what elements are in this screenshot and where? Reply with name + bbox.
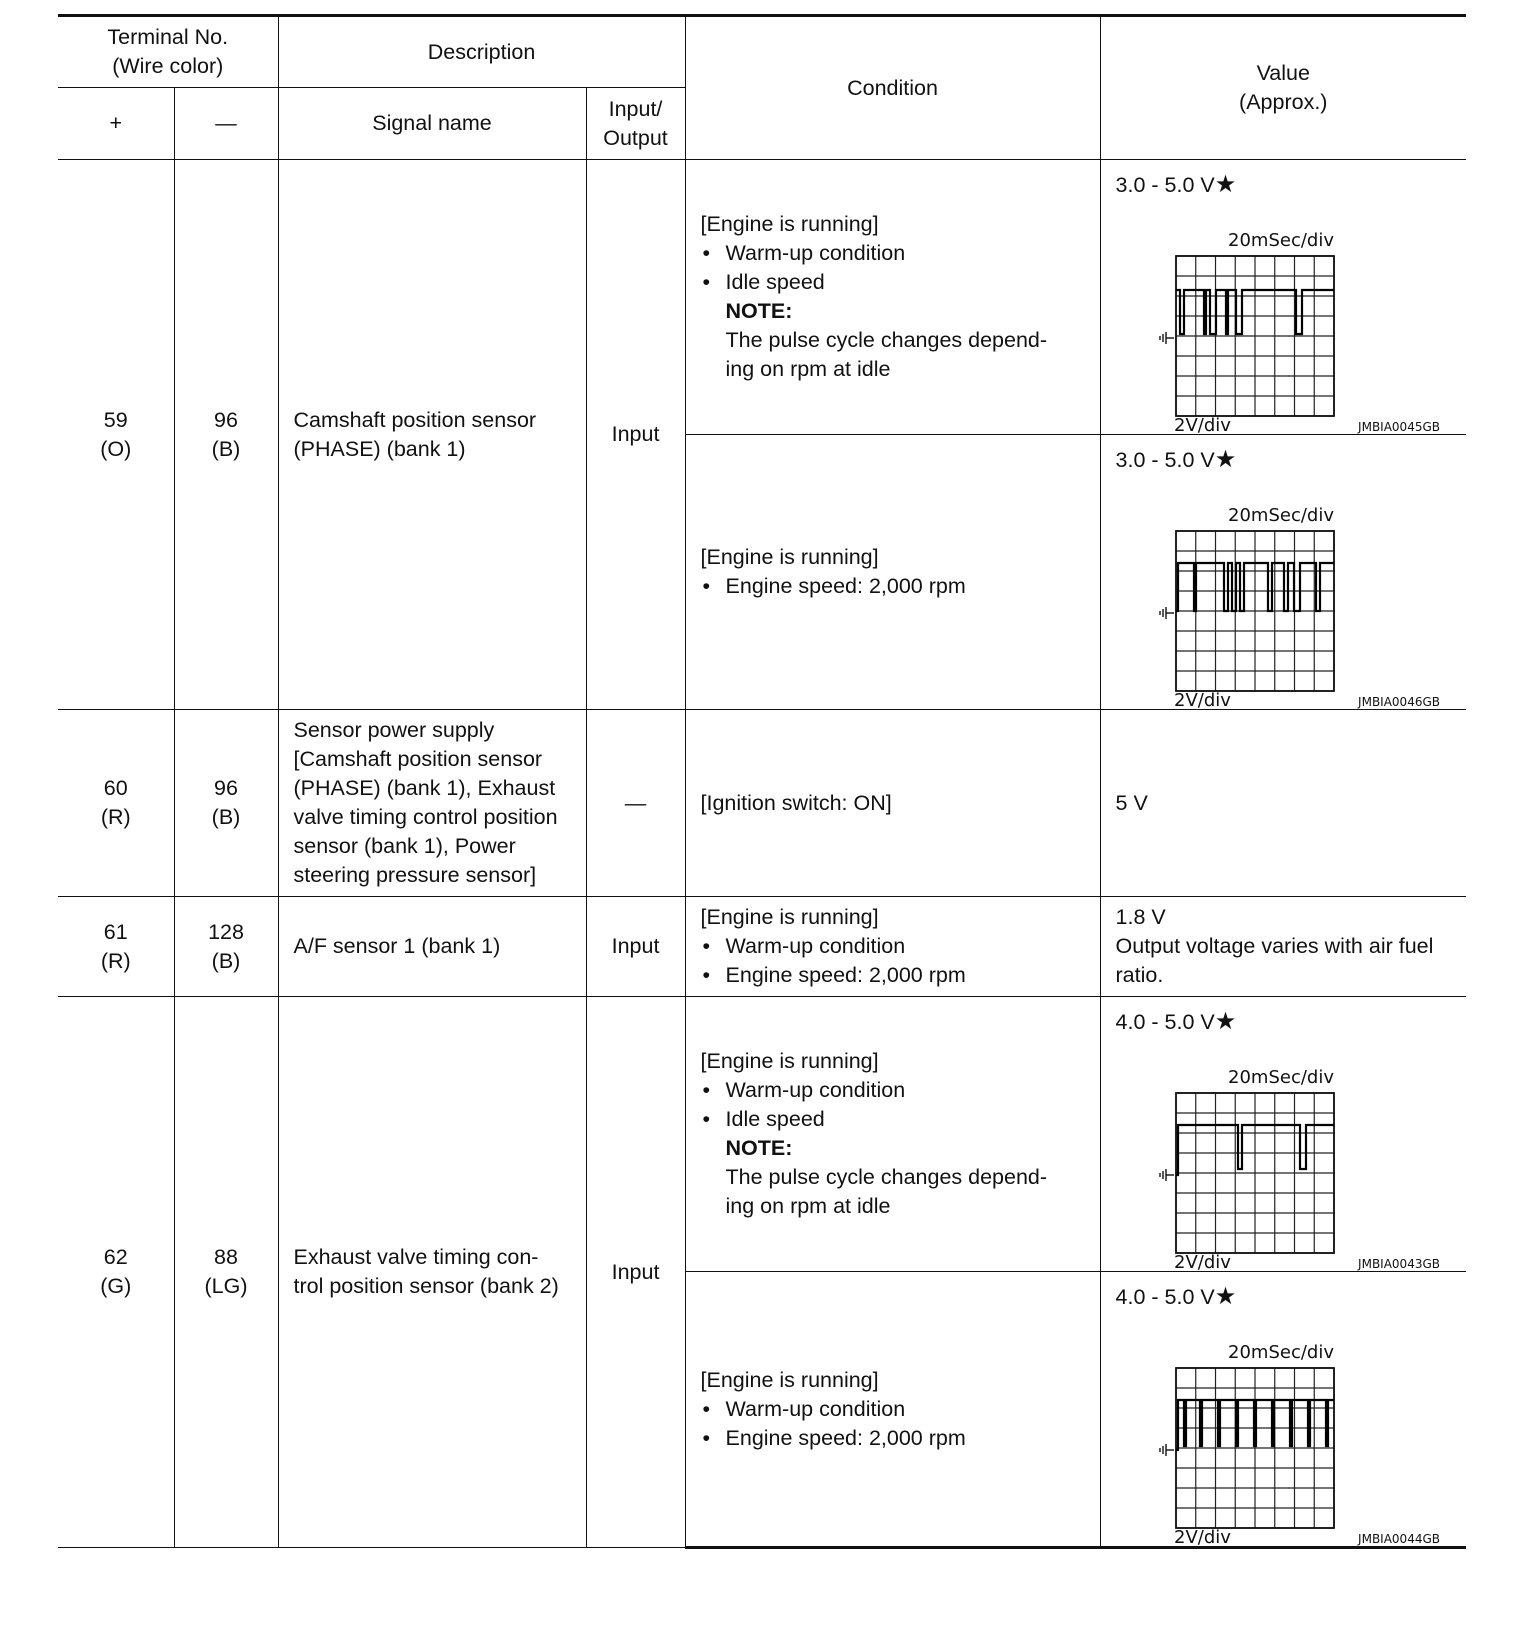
terminal-minus-62: 88 (LG) (174, 997, 278, 1548)
bullet-item: • Warm-up condition (701, 239, 1086, 268)
oscilloscope-waveform (1116, 1039, 1446, 1271)
figure-id: JMBIA0046GB (1357, 695, 1440, 709)
condition-header: Condition (685, 16, 1100, 160)
value-60: 5 V (1100, 710, 1466, 897)
oscilloscope-waveform (1116, 477, 1446, 709)
value-61: 1.8 V Output voltage varies with air fuel ratio. (1100, 897, 1466, 997)
star-icon: ★ (1214, 171, 1237, 198)
value-59-2000rpm: 3.0 - 5.0 V★ 20mSec/div 2V/div JMBIA0046GB (1100, 435, 1466, 710)
condition-62-2000rpm: [Engine is running] • Warm-up condition • Engine speed: 2,000 rpm (685, 1272, 1100, 1548)
scope-volt-div: 2V/div (1173, 1252, 1231, 1271)
oscilloscope-waveform (1116, 202, 1446, 434)
scope-time-div: 20mSec/div (1227, 1067, 1334, 1088)
bullet-item: • Warm-up condition (701, 1395, 1086, 1424)
value-header: Value (Approx.) (1100, 16, 1466, 160)
condition-59-idle: [Engine is running] • Warm-up condition • Idle speed NOTE: The pulse cycle changes depend- ing on rpm at idle (685, 160, 1100, 435)
value-59-idle: 3.0 - 5.0 V★ 20mSec/div 2V/div JMBIA0045GB (1100, 160, 1466, 435)
bullet-item: • Idle speed (701, 268, 1086, 297)
star-icon: ★ (1214, 446, 1237, 473)
ground-icon (1160, 332, 1174, 344)
signal-name-62: Exhaust valve timing con- trol position sensor (bank 2) (278, 997, 586, 1548)
terminal-plus-61: 61 (R) (58, 897, 174, 997)
terminal-spec-table (58, 14, 1466, 1549)
terminal-minus-61: 128 (B) (174, 897, 278, 997)
input-output-header: Input/ Output (586, 88, 685, 160)
bullet-item: • Engine speed: 2,000 rpm (701, 1424, 1086, 1453)
signal-name-61: A/F sensor 1 (bank 1) (278, 897, 586, 997)
star-icon: ★ (1214, 1008, 1237, 1035)
bullet-item: • Warm-up condition (701, 932, 1086, 961)
scope-volt-div: 2V/div (1173, 415, 1231, 434)
terminal-plus-59: 59 (O) (58, 160, 174, 710)
scope-grid (1176, 1368, 1334, 1528)
signal-name-header: Signal name (278, 88, 586, 160)
signal-name-60: Sensor power supply [Camshaft position sensor (PHASE) (bank 1), Exhaust valve timing control position sensor (bank 1), Power steering pressure sensor] (278, 710, 586, 897)
signal-name-59: Camshaft position sensor (PHASE) (bank 1) (278, 160, 586, 710)
star-icon: ★ (1214, 1283, 1237, 1310)
note-label: NOTE: (725, 1136, 793, 1160)
terminal-plus-60: 60 (R) (58, 710, 174, 897)
bullet-item: • Engine speed: 2,000 rpm (701, 961, 1086, 990)
ground-icon (1160, 607, 1174, 619)
condition-62-idle: [Engine is running] • Warm-up condition • Idle speed NOTE: The pulse cycle changes depend- ing on rpm at idle (685, 997, 1100, 1272)
value-62-idle: 4.0 - 5.0 V★ 20mSec/div 2V/div JMBIA0043GB (1100, 997, 1466, 1272)
scope-time-div: 20mSec/div (1227, 230, 1334, 251)
scope-time-div: 20mSec/div (1227, 505, 1334, 526)
terminal-minus-60: 96 (B) (174, 710, 278, 897)
bullet-item: • Idle speed (701, 1105, 1086, 1134)
scope-volt-div: 2V/div (1173, 1527, 1231, 1546)
terminal-plus-62: 62 (G) (58, 997, 174, 1548)
scope-grid (1176, 256, 1334, 416)
io-59: Input (586, 160, 685, 710)
terminal-minus-59: 96 (B) (174, 160, 278, 710)
minus-header: — (174, 88, 278, 160)
io-60: — (586, 710, 685, 897)
scope-grid (1176, 1093, 1334, 1253)
figure-id: JMBIA0044GB (1357, 1532, 1440, 1546)
ground-icon (1160, 1169, 1174, 1181)
waveform-trace (1176, 1400, 1334, 1450)
terminal-no-header: Terminal No. (Wire color) (58, 16, 278, 88)
scope-time-div: 20mSec/div (1227, 1342, 1334, 1363)
scope-volt-div: 2V/div (1173, 690, 1231, 709)
oscilloscope-waveform (1116, 1314, 1446, 1546)
figure-id: JMBIA0043GB (1357, 1257, 1440, 1271)
bullet-item: • Warm-up condition (701, 1076, 1086, 1105)
description-header: Description (278, 16, 685, 88)
scope-grid (1176, 531, 1334, 691)
plus-header: + (58, 88, 174, 160)
value-62-2000rpm: 4.0 - 5.0 V★ 20mSec/div 2V/div JMBIA0044GB (1100, 1272, 1466, 1548)
condition-60: [Ignition switch: ON] (685, 710, 1100, 897)
bullet-item: • Engine speed: 2,000 rpm (701, 572, 1086, 601)
note-label: NOTE: (725, 299, 793, 323)
io-62: Input (586, 997, 685, 1548)
figure-id: JMBIA0045GB (1357, 420, 1440, 434)
condition-61: [Engine is running] • Warm-up condition • Engine speed: 2,000 rpm (685, 897, 1100, 997)
io-61: Input (586, 897, 685, 997)
ground-icon (1160, 1444, 1174, 1456)
condition-59-2000rpm: [Engine is running] • Engine speed: 2,000 rpm (685, 435, 1100, 710)
